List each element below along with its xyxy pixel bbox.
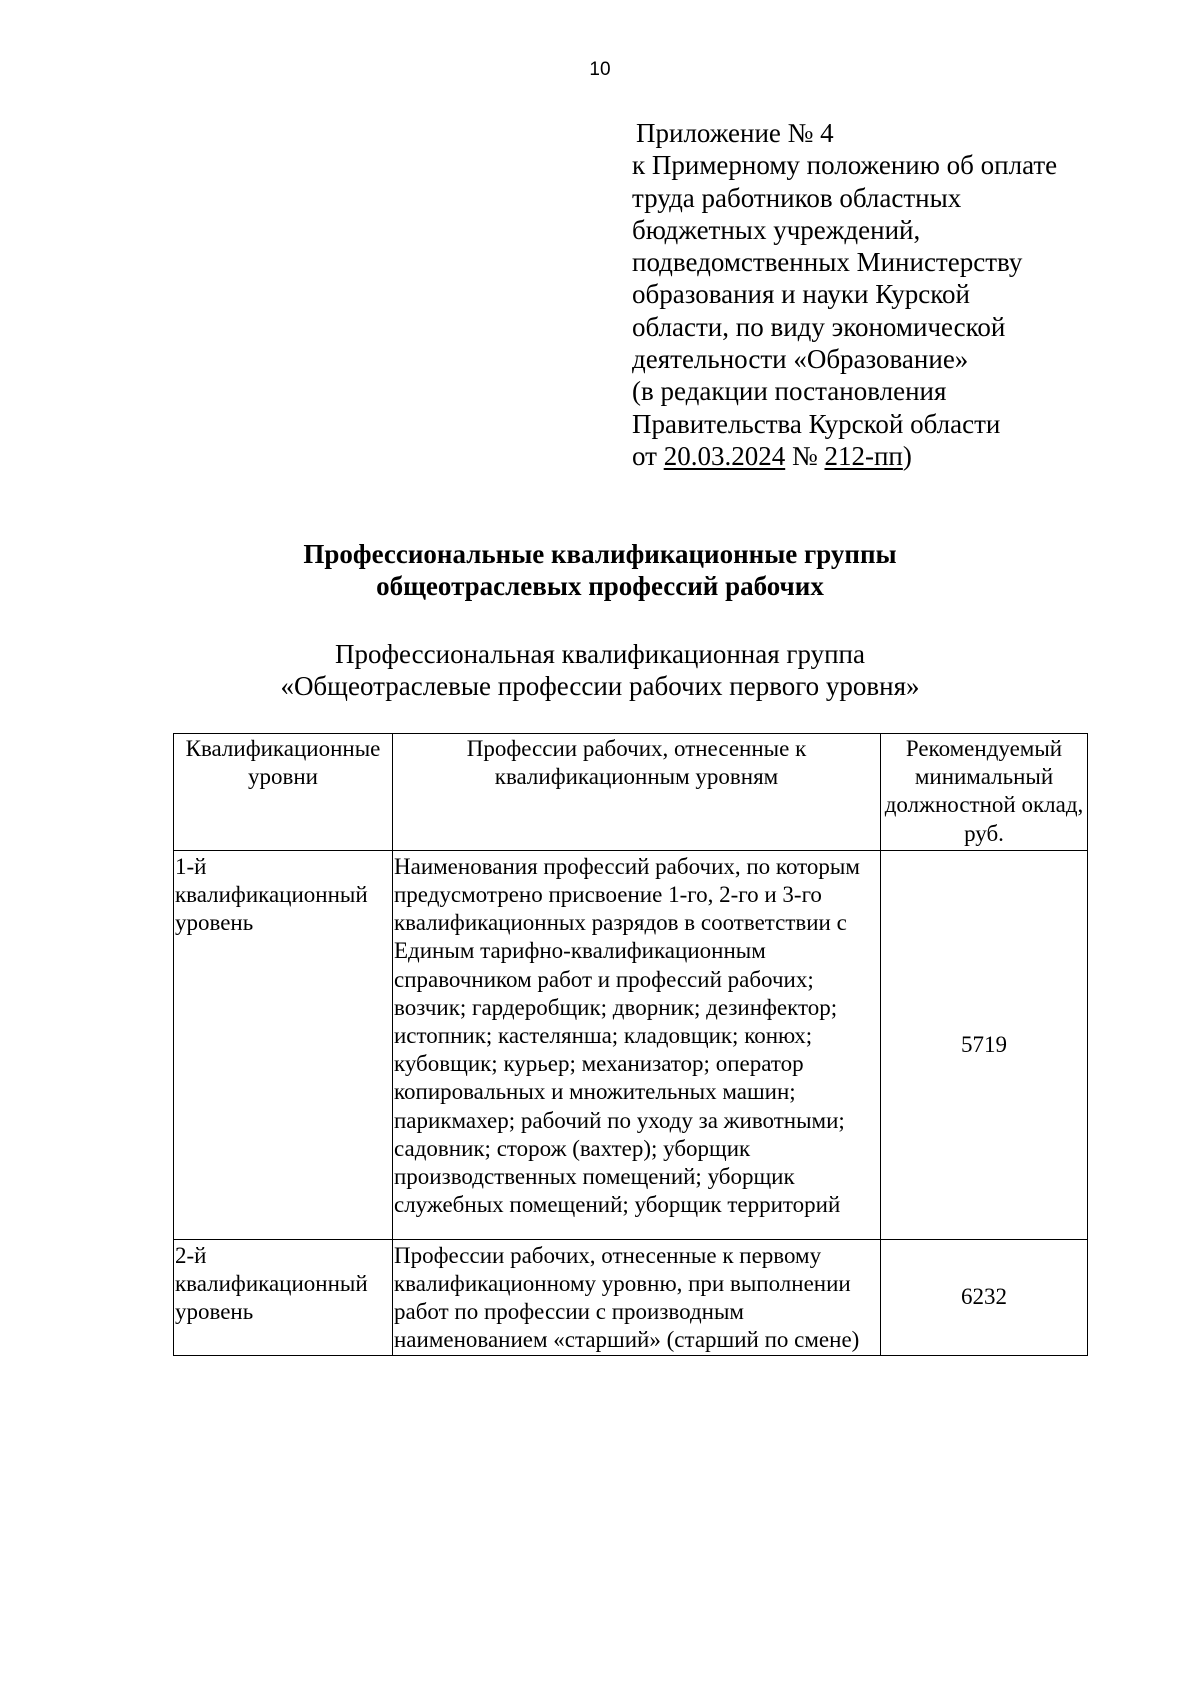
annex-line: (в редакции постановления <box>632 376 947 407</box>
table-row <box>174 1239 1088 1355</box>
cell-level: 2-й квалификационный уровень <box>174 1239 393 1355</box>
header-professions: Профессии рабочих, отнесенные к квалификационным уровням <box>393 734 881 851</box>
cell-professions: Профессии рабочих, отнесенные к первому квалификационному уровню, при выполнении работ по профессии с производным наименованием «старший» (старший по смене) <box>393 1239 881 1355</box>
group-title <box>0 638 1200 702</box>
table-header-row <box>174 734 1088 851</box>
cell-salary: 5719 <box>881 850 1088 1239</box>
annex-resolution-line <box>632 440 1102 472</box>
annex-header <box>632 117 1102 472</box>
page-number: 10 <box>589 59 611 80</box>
cell-salary: 6232 <box>881 1239 1088 1355</box>
cell-level: 1-й квалификационный уровень <box>174 850 393 1239</box>
annex-line: подведомственных Министерству <box>632 247 1023 278</box>
resolution-date: 20.03.2024 <box>663 440 786 471</box>
annex-line: Приложение № 4 <box>636 118 834 148</box>
date-prefix: от <box>632 440 664 471</box>
annex-line: бюджетных учреждений, <box>632 214 921 245</box>
qualification-table <box>173 733 1088 1356</box>
document-title-line: общеотраслевых профессий рабочих <box>376 571 824 601</box>
annex-line: образования и науки Курской <box>632 279 970 310</box>
resolution-number: 212-пп <box>824 440 903 471</box>
group-title-line: «Общеотраслевые профессии рабочих первого уровня» <box>280 671 920 701</box>
annex-line: Правительства Курской области <box>632 408 1001 439</box>
annex-line: труда работников областных <box>632 182 962 213</box>
number-prefix: № <box>785 440 825 471</box>
header-salary: Рекомендуемый минимальный должностной оклад, руб. <box>881 734 1088 851</box>
cell-professions: Наименования профессий рабочих, по которым предусмотрено присвоение 1-го, 2-го и 3-го квалификационных разрядов в соответствии с Единым тарифно-квалификационным справочником работ и профессий рабочих; возчик; гардеробщик; дворник; дезинфектор; истопник; кастелянша; кладовщик; конюх; кубовщик; курьер; механизатор; оператор копировальных и множительных машин; парикмахер; рабочий по уходу за животными; садовник; сторож (вахтер); уборщик производственных помещений; уборщик служебных помещений; уборщик территорий <box>393 850 881 1239</box>
header-level: Квалификационные уровни <box>174 734 393 851</box>
annex-line: к Примерному положению об оплате <box>632 150 1058 181</box>
table-row <box>174 850 1088 1239</box>
group-title-line: Профессиональная квалификационная группа <box>335 639 865 669</box>
annex-line: области, по виду экономической <box>632 311 1006 342</box>
document-title <box>0 538 1200 602</box>
annex-line: деятельности «Образование» <box>632 344 969 375</box>
document-title-line: Профессиональные квалификационные группы <box>303 539 897 569</box>
closing-paren: ) <box>902 440 912 471</box>
